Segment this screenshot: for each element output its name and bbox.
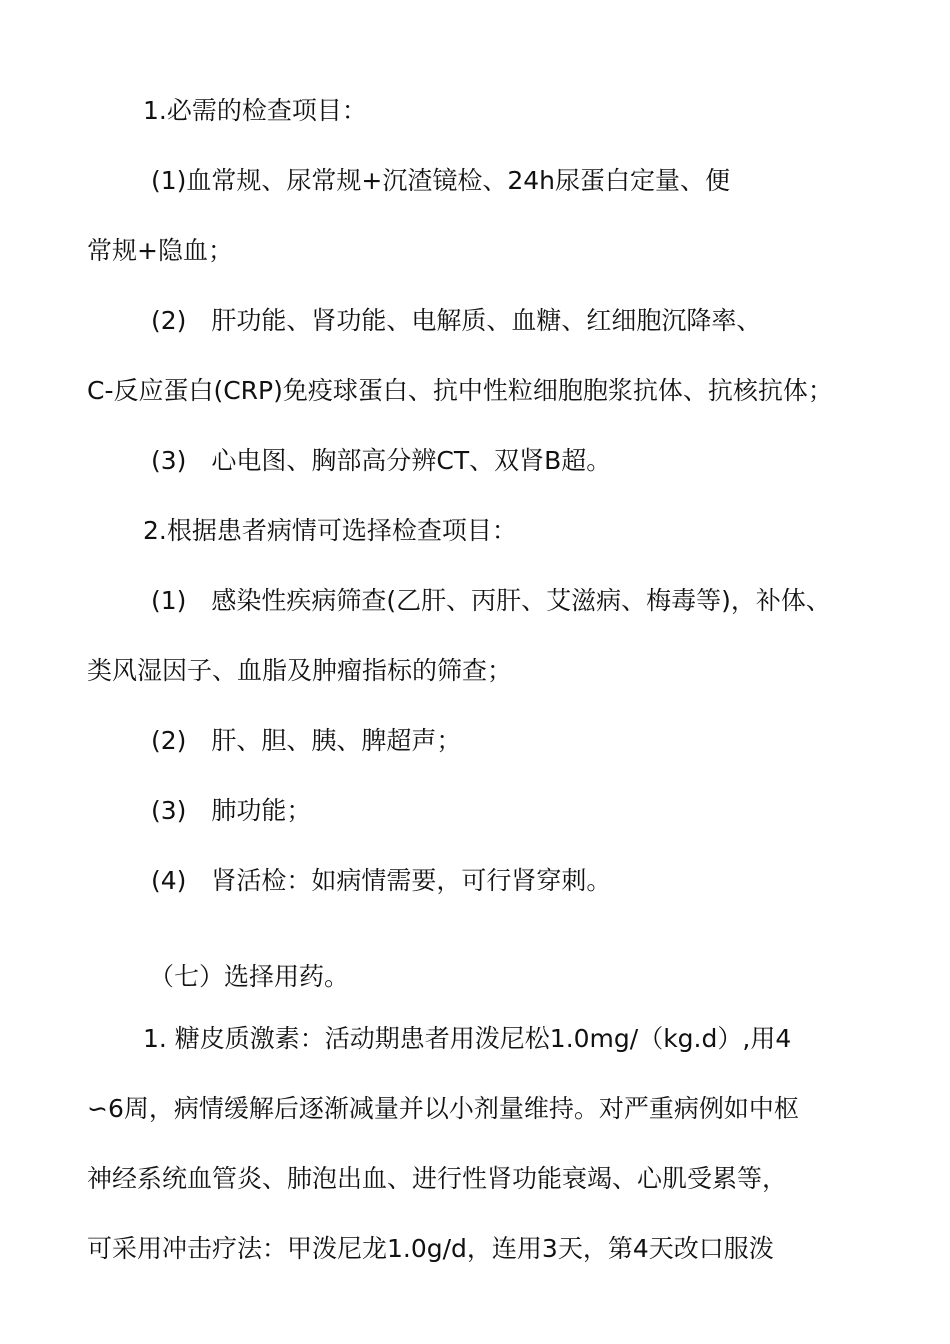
- item-2-3: (3) 肺功能；: [151, 796, 312, 825]
- item-1-2-line-2: C-反应蛋白(CRP)免疫球蛋白、抗中性粒细胞胞浆抗体、抗核抗体；: [87, 376, 833, 405]
- drug-1-line-4: 可采用冲击疗法：甲泼尼龙1.0g/d，连用3天，第4天改口服泼: [87, 1234, 774, 1263]
- item-1-3: (3) 心电图、胸部高分辨CT、双肾B超。: [151, 446, 612, 475]
- drug-1-line-3: 神经系统血管炎、肺泡出血、进行性肾功能衰竭、心肌受累等，: [87, 1164, 788, 1193]
- item-1-1-line-1: (1)血常规、尿常规+沉渣镜检、24h尿蛋白定量、便: [151, 166, 731, 195]
- item-2-2: (2) 肝、胆、胰、脾超声；: [151, 726, 462, 755]
- item-2-1-line-1: (1) 感染性疾病筛查(乙肝、丙肝、艾滋病、梅毒等)，补体、: [151, 586, 831, 615]
- drug-1-line-2: ∽6周，病情缓解后逐渐减量并以小剂量维持。对严重病例如中枢: [87, 1094, 799, 1123]
- item-1-1-line-2: 常规+隐血；: [87, 236, 233, 265]
- item-1-2-line-1: (2) 肝功能、肾功能、电解质、血糖、红细胞沉降率、: [151, 306, 762, 335]
- section-2-heading: 2.根据患者病情可选择检查项目：: [143, 516, 517, 545]
- item-2-1-line-2: 类风湿因子、血脂及肿瘤指标的筛查；: [87, 656, 513, 685]
- item-2-4: (4) 肾活检：如病情需要，可行肾穿刺。: [151, 866, 612, 895]
- section-7-heading: （七）选择用药。: [149, 962, 350, 991]
- section-1-heading: 1.必需的检查项目：: [143, 96, 367, 125]
- drug-1-line-1: 1. 糖皮质激素：活动期患者用泼尼松1.0mg/（kg.d）,用4: [143, 1024, 792, 1053]
